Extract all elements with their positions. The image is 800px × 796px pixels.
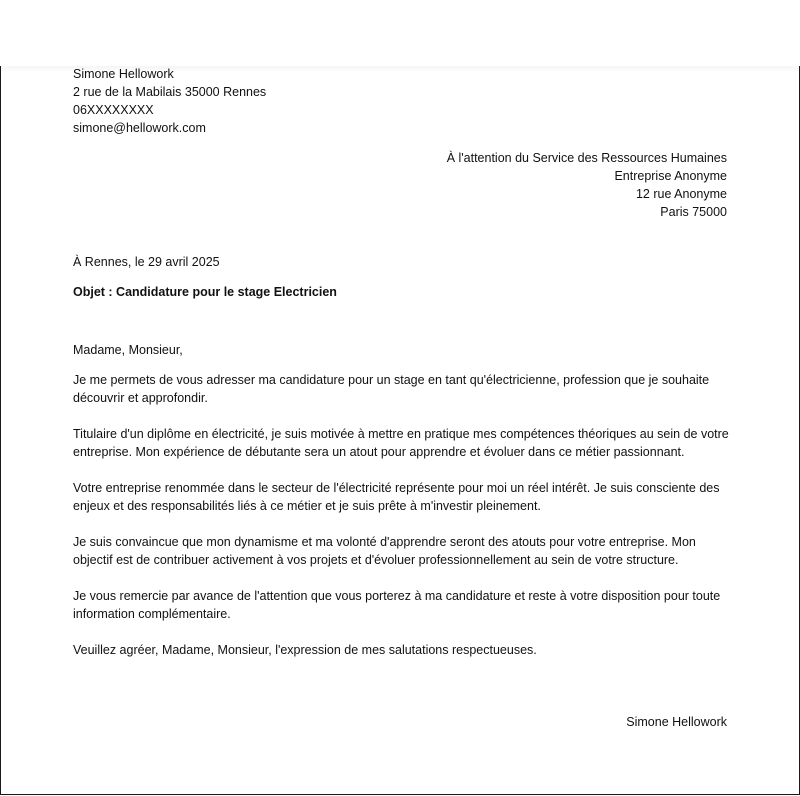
- letter-date: À Rennes, le 29 avril 2025: [73, 255, 220, 269]
- closing-paragraph: Veuillez agréer, Madame, Monsieur, l'expression de mes salutations respectueuses.: [73, 643, 537, 657]
- paragraph: Je me permets de vous adresser ma candidature pour un stage en tant qu'électricienne, profession que je souhaite découvrir et approfondir.: [73, 373, 710, 405]
- letter-body: [73, 341, 733, 677]
- recipient-company: Entreprise Anonyme: [614, 169, 727, 183]
- recipient-block: [447, 149, 727, 221]
- paragraph: Je vous remercie par avance de l'attention que vous porterez à ma candidature et reste à votre disposition pour toute information complémentaire.: [73, 589, 721, 621]
- sender-address: 2 rue de la Mabilais 35000 Rennes: [73, 85, 267, 99]
- sender-email: simone@hellowork.com: [73, 121, 206, 135]
- signature: Simone Hellowork: [626, 715, 727, 729]
- top-bar: [0, 0, 800, 66]
- recipient-city: Paris 75000: [660, 205, 727, 219]
- paragraph: Je suis convaincue que mon dynamisme et ma volonté d'apprendre seront des atouts pour votre entreprise. Mon objectif est de contribuer activement à vos projets et d'évoluer professionnellement au sein de votre structure.: [73, 535, 696, 567]
- salutation: Madame, Monsieur,: [73, 343, 183, 357]
- recipient-attention: À l'attention du Service des Ressources Humaines: [446, 151, 727, 165]
- sender-block: [73, 65, 266, 137]
- recipient-street: 12 rue Anonyme: [635, 187, 727, 201]
- paragraph: Titulaire d'un diplôme en électricité, je suis motivée à mettre en pratique mes compétences théoriques au sein de votre entreprise. Mon expérience de débutante sera un atout pour apprendre et évoluer dans ce métier passionnant.: [73, 427, 729, 459]
- sender-name: Simone Hellowork: [73, 67, 174, 81]
- sender-phone: 06XXXXXXXX: [73, 103, 154, 117]
- paragraph: Votre entreprise renommée dans le secteur de l'électricité représente pour moi un réel intérêt. Je suis consciente des enjeux et des responsabilités liés à ce métier et je suis prête à m'investir pleinement.: [73, 481, 720, 513]
- letter-subject: Objet : Candidature pour le stage Electricien: [73, 285, 337, 299]
- cover-letter: [0, 66, 800, 795]
